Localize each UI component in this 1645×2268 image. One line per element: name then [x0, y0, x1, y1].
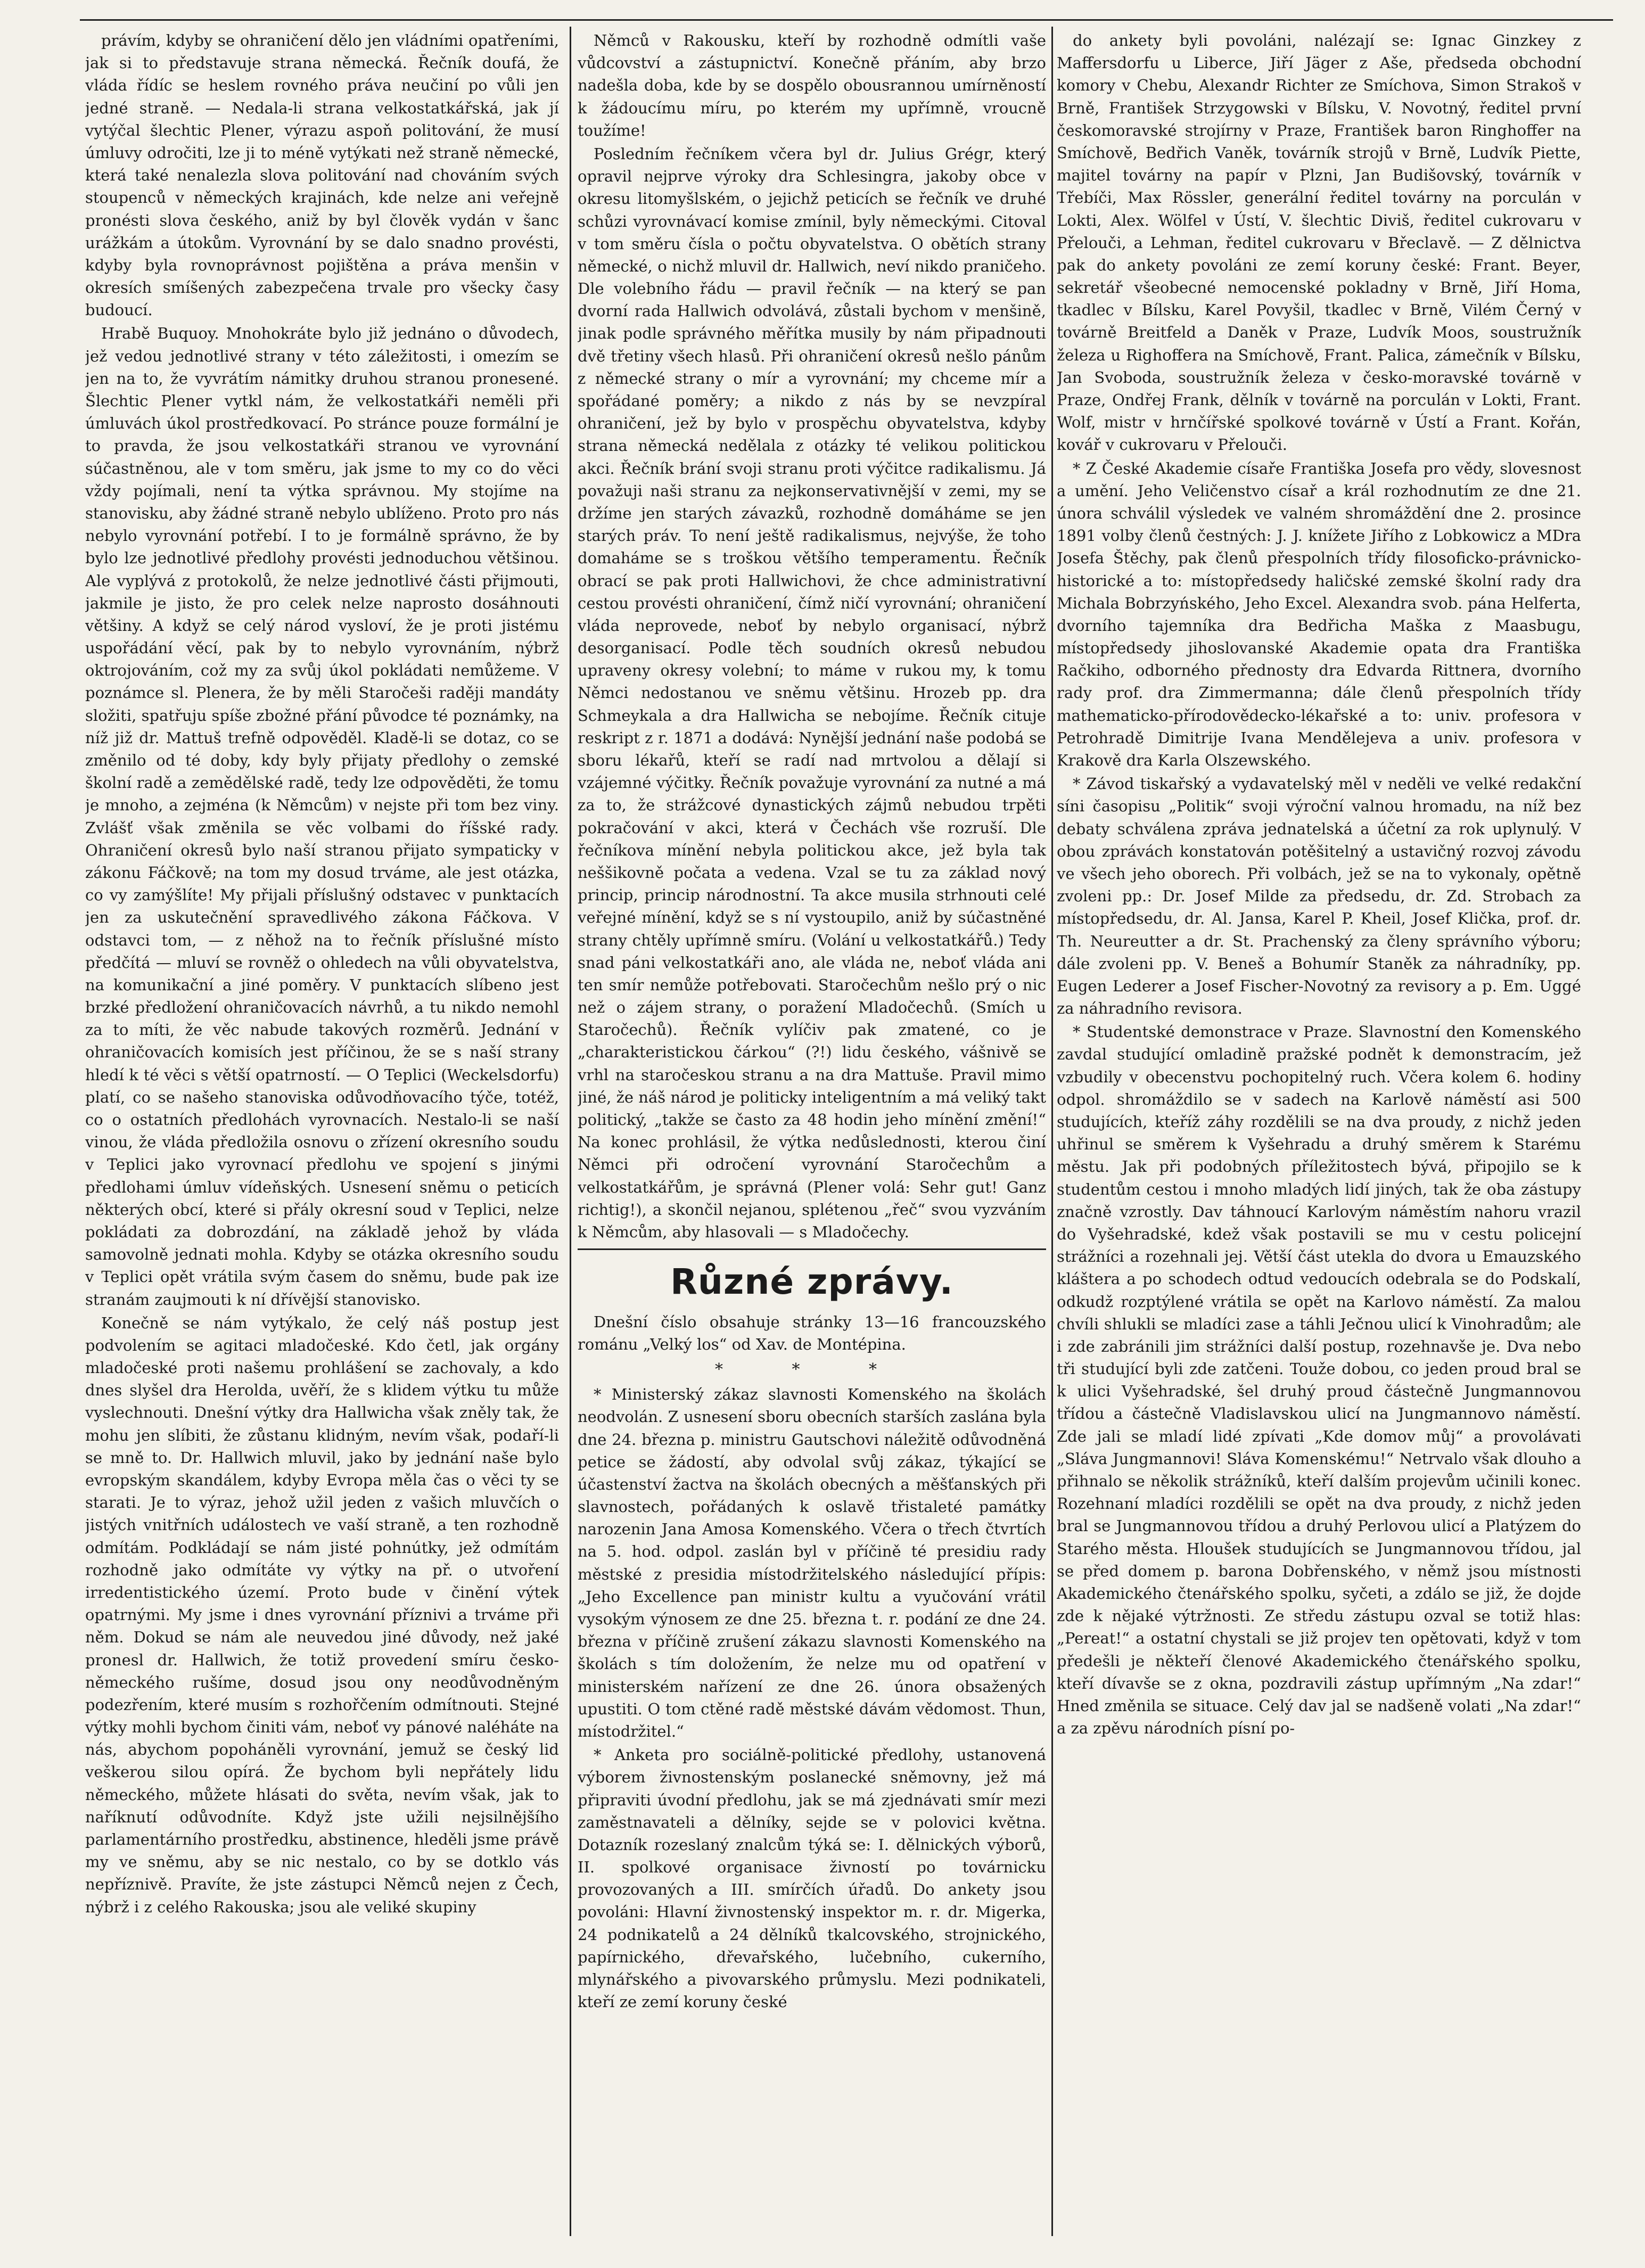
column-divider — [1051, 27, 1053, 2236]
paragraph: do ankety byli povoláni, nalézají se: Ignac Ginzkey z Maffersdorfu u Liberce, Jiří Jäger z Aše, předseda obchodní komory v Chebu, Alexandr Richter ze Smíchova, Simon Strakoš v Brně, František Strzygowski v Bílsku, V. Novotný, ředitel první českomoravské strojírny v Praze, František baron Ringhoffer na Smíchově, Bedřich Vaněk, továrník strojů v Brně, Ludvík Piette, majitel továrny na papír v Plzni, Jan Budišovský, továrník v Třebíči, Max Rössler, generální ředitel továrny na porculán v Lokti, Alex. Wölfel v Ústí, V. šlechtic Diviš, ředitel cukrovaru v Přelouči, a Lehman, ředitel cukrovaru v Břeclavě. — Z dělnictva pak do ankety povoláni ze zemí koruny české: Frant. Beyer, sekretář všeobecné nemocenské pokladny v Brně, Jiří Homa, tkadlec v Bílsku, Karel Povyšil, tkadlec v Brně, Vilém Černý v továrně Breitfeld a Daněk v Praze, Ludvík Moos, soustružník železa u Righoffera na Smíchově, Frant. Palica, zámečník v Bílsku, Jan Svoboda, soustružník železa v česko-moravské továrně v Praze, Ondřej Frank, dělník v továrně na porculán v Lokti, Frant. Wolf, mistr v hrnčířské spolkové továrně v Ústí a Frant. Kořán, kovář v cukrovaru v Přelouči. — [1057, 31, 1581, 454]
column-1 — [85, 29, 559, 2231]
paragraph: Posledním řečníkem včera byl dr. Julius Grégr, který opravil nejprve výroky dra Schlesingra, jakoby obce v okresu litomyšlském, o jejichž peticích se řečník ve druhé schůzi vyrovnávací komise zmínil, byly německými. Citoval v tom směru čísla o počtu obyvatelstva. O obětích strany německé, o nichž mluvil dr. Hallwich, neví nikdo praničeho. Dle volebního řádu — pravil řečník — na který se pan dvorní rada Hallwich odvolává, zůstali bychom v menšině, jinak podle správného měřítka musily by nám připadnouti dvě třetiny všech hlasů. Při ohraničení okresů nešlo pánům z německé strany o mír a vyrovnání; my chceme mír a spořádané poměry; a nikdo z nás by se nevzpíral ohraničení, jež by bylo v prospěchu obyvatelstva, kdyby strana německá nedělala z otázky té velikou politickou akci. Řečník brání svoji stranu proti výčitce radikalismu. Já považuji naši stranu za nejkonservativnější v zemi, my se držíme jen starých závazků, rozhodně domáháme se jen starých práv. To není ještě radikalismus, nejvýše, že toho domaháme se s troškou většího temperamentu. Řečník obrací se pak proti Hallwichovi, že chce administrativní cestou provésti ohraničení, čímž ničí vyrovnání; ohraničení vláda neprovede, neboť by nebylo organisací, nýbrž desorganisací. Podle těch soudních okresů nebudou upraveny okresy volební; to máme v rukou my, k tomu Němci nedostanou ve sněmu většinu. Hrozeb pp. dra Schmeykala a dra Hallwicha se nebojíme. Řečník cituje reskript z r. 1871 a dodává: Nynější jednání naše podobá se sboru lékařů, kteří se radí nad mrtvolou a dělají si vzájemné výčitky. Řečník považuje vyrovnání za nutné a má za to, že strážcové dynastických zájmů nebudou trpěti pokračování v akci, která v Čechách vše rozruší. Dle řečníkova mínění nebyla politickou akce, jež byla tak neššikovně počata a vedena. Vzal se tu za základ nový princip, princip národnostní. Ta akce musila strhnouti celé veřejné mínění, když se s ní vystoupilo, aniž by súčastněné strany chtěly upřímně smíru. (Volání u velkostatkářů.) Tedy snad páni velkostatkáři ano, ale vláda ne, neboť vláda ani ten smír nemůže potřebovati. Staročechům nešlo prý o nic než o zájem strany, o poražení Mladočechů. (Smích u Staročechů). Řečník vylíčiv pak zmatené, co je „charakteristickou čárkou“ (?!) lidu českého, vášnivě se vrhl na staročeskou stranu a na dra Mattuše. Pravil mimo jiné, že náš národ je politicky inteligentním a má veliký takt politický, „takže se často za 48 hodin jeho mínění změní!“ Na konec prohlásil, že výtka nedůslednosti, kterou činí Němci při odročení vyrovnání Staročechům a velkostatkářům, je správná (Plener volá: Sehr gut! Ganz richtig!), a skončil nejanou, splétenou „řeč“ svou vyzváním k Němcům, aby hlasovali — s Mladočechy. — [578, 144, 1046, 1241]
paragraph: Němců v Rakousku, kteří by rozhodně odmítli vaše vůdcovství a zástupnictví. Konečně přáním, aby brzo nadešla doba, kde by se dospělo obousrannou umírněností k žádoucímu míru, po kterém my upřímně, vroucně toužíme! — [578, 31, 1046, 139]
column-divider — [570, 27, 571, 2236]
news-item: * Anketa pro sociálně-politické předlohy, ustanovená výborem živnostenským poslanecké sněmovny, jež má připraviti úvodní předlohu, jak se má zjednávati smír mezi zaměstnavateli a dělníky, sejde se v polovici května. Dotazník rozeslaný znalcům týká se: I. dělnických výborů, II. spolkové organisace živností po továrnicku provozovaných a III. smírčích úřadů. Do ankety jsou povoláni: Hlavní živnostenský inspektor m. r. dr. Migerka, 24 podnikatelů a 24 dělníků tkalcovského, strojnického, papírnického, dřevařského, lučebního, cukerního, mlynářského a pivovarského průmyslu. Mezi podnikateli, kteří ze zemí koruny české — [578, 1746, 1046, 2011]
news-item: * Závod tiskařský a vydavatelský měl v neděli ve velké redakční síni časopisu „Politik“ svoji výroční valnou hromadu, na níž bez debaty schválena zpráva jednatelská a účetní za rok uplynulý. V obou zprávách konstatován potěšitelný a ustavičný rozvoj závodu ve všech jeho oborech. Při volbách, jež se na to vykonaly, opětně zvoleni pp.: Dr. Josef Milde za předsedu, dr. Zd. Strobach za místopředsedu, dr. Al. Jansa, Karel P. Kheil, Josef Klička, prof. dr. Th. Neureutter a dr. St. Prachenský za členy správního výboru; dále zvoleni pp. V. Beneš a Bohumír Staněk za náhradníky, pp. Eugen Lederer a Josef Fischer-Novotný za revisory a p. Em. Uggé za náhradního revisora. — [1057, 775, 1581, 1018]
paragraph: Dnešní číslo obsahuje stránky 13—16 francouzského románu „Velký los“ od Xav. de Montépina. — [578, 1313, 1046, 1354]
top-rule — [80, 19, 1613, 21]
news-item: * Ministerský zákaz slavnosti Komenského na školách neodvolán. Z usnesení sboru obecních starších zaslána byla dne 24. března p. ministru Gautschovi náležitě odůvodněná petice se žádostí, aby odvolal svůj zákaz, týkající se účastenství žactva na školách obecných a měšťanských při slavnostech, pořádaných k oslavě třistaleté památky narozenin Jana Amosa Komenského. Včera o třech čtvrtích na 5. hod. odpol. zaslán byl v příčině té presidiu rady městské z presidia místodržitelského následující přípis: „Jeho Excellence pan ministr kultu a vyučování vrátil vysokým výnosem ze dne 25. března t. r. podání ze dne 24. března v příčině zrušení zákazu slavnosti Komenského na školách s tím doložením, že nelze mu od opatření v ministerském nařízení ze dne 26. února obsažených upustiti. O tom ctěné radě městské dávám vědomost. Thun, místodržitel.“ — [578, 1385, 1046, 1740]
column-2 — [578, 29, 1046, 2231]
news-item: * Z České Akademie císaře Františka Josefa pro vědy, slovesnost a umění. Jeho Veličenstvo císař a král rozhodnutím ze dne 21. února schválil výsledek ve valném shromáždění dne 2. prosince 1891 volby členů čestných: J. J. knížete Jiřího z Lobkowicz a MDra Josefa Štěchy, pak členů přespolních třídy filosoficko-právnicko-historické a to: místopředsedy haličské zemské školní rady dra Michala Bobrzyńského, Jeho Excel. Alexandra svob. pána Helferta, dvorního tajemníka dra Bedřicha Maška z Maasbugu, místopředsedy jihoslovanské Akademie opata dra Františka Račkiho, odborného přednosty dra Edvarda Rittnera, dvorního rady prof. dra Zimmermanna; dále členů přespolních třídy mathematicko-přírodovědecko-lékařské a to: univ. profesora v Petrohradě Dimitrije Ivana Mendělejeva a univ. profesora v Krakově dra Karla Olszewského. — [1057, 459, 1581, 769]
paragraph: Konečně se nám vytýkalo, že celý náš postup jest podvolením se agitaci mladočeské. Kdo četl, jak orgány mladočeské proti našemu prohlášení se zachovaly, a kdo dnes slyšel dra Herolda, uvěří, že s klidem výtku tu může vyslechnouti. Dnešní výtky dra Hallwicha však zněly tak, že mohu jen slíbiti, že zůstanu klidným, nevím však, podaří-li se mně to. Dr. Hallwich mluvil, jako by jednání naše bylo evropským skandálem, kdyby Evropa měla čas o věci ty se starati. Je to výraz, jehož užil jeden z vašich mluvčích o jistých vnitřních událostech ve vaší straně, a ten rozhodně odmítám. Podkládají se nám jisté pohnútky, jež odmítám rozhodně jako odmítáte vy výtky na př. o utvoření irredentistického území. Proto bude v činění výtek opatrnými. My jsme i dnes vyrovnání příznivi a trváme při něm. Dokud se nám ale neuvedou jiné důvody, než jaké pronesl dr. Hallwich, že totiž provedení smíru česko-německého rušíme, dosud jsou ony neodůvodněným podezřením, které musím s rozhořčením odmítnouti. Stejné výtky mohli bychom činiti vám, neboť vy pánové naléháte na nás, abychom popoháněli vyrovnání, jemuž se český lid veškerou silou opírá. Že bychom byli nepřátely lidu německého, můžete hlásati do světa, nevím však, jak to naříknutí odůvodníte. Když jste užili nejsilnějšího parlamentárního prostředku, abstinence, hleděli jsme právě my ve sněmu, aby se nic nestalo, co by se dotklo vás nepříznivě. Pravíte, že jste zástupci Němců nejen z Čech, nýbrž i z celého Rakouska; jsou ale veliké skupiny — [85, 1313, 559, 1916]
news-item: * Studentské demonstrace v Praze. Slavnostní den Komenského zavdal studující omladině pražské podnět k demonstracím, jež vzbudily v obecenstvu pochopitelný ruch. Včera kolem 6. hodiny odpol. shromáždilo se v sadech na Karlově náměstí asi 500 studujících, kteříž záhy rozdělili se na dva proudy, z nichž jeden uhřinul se směrem k Vyšehradu a druhý směrem k Starému městu. Jak při podobných příležitostech bývá, připojilo se k studentům cestou i mnoho mladých lidí jiných, tak že oba zástupy značně vzrostly. Dav táhnoucí Karlovým náměstím nahoru vrazil do Vyšehradské, kdež však postavili se mu v cestu policejní strážníci a rozehnali jej. Větší část utekla do dvora u Emauzského kláštera a po schodech odtud vedoucích odebrala se do Podskalí, odkudž rozptýlené vrátila se opět na Karlovo náměstí. Za malou chvíli shlukli se mladíci zase a táhli Ječnou ulicí k Vinohradům; ale i zde zabránili jim strážníci další postup, rozehnavše je. Dva nebo tři studující byli zde zatčeni. Touže dobou, co jeden proud bral se k ulici Vyšehradské, šel druhý proud částečně Jungmannovou třídou a částečně Vladislavskou ulicí na Jungmannovo náměstí. Zde jali se mladí lidé zpívati „Kde domov můj“ a provolávati „Sláva Jungmannovi! Sláva Komenskému!“ Netrvalo však dlouho a přihnalo se několik strážníků, kteří dalším projevům učinili konec. Rozehnaní mladíci rozdělili se opět na dva proudy, z nichž jeden bral se Jungmannovou třídou a druhý Perlovou ulicí a Platýzem do Starého města. Hloušek studujících se Jungmannovou třídou, jal se před domem p. barona Dobřenského, v němž jsou místnosti Akademického čtenářského spolku, syčeti, a zdálo se již, že dojde zde k nějaké výtržnosti. Ze středu zástupu ozval se totiž hlas: „Pereat!“ a ostatní chystali se již projev ten opětovati, když v tom předešli je někteří členové Akademického čtenářského spolku, kteří dívavše se z okna, pozdravili zástup upřímným „Na zdar!“ Hned změnila se situace. Celý dav jal se nadšeně volati „Na zdar!“ a za zpěvu národních písní po- — [1057, 1023, 1581, 1738]
column-3 — [1057, 29, 1581, 2231]
asterism: * * * — [714, 1360, 909, 1379]
paragraph: Hrabě Buquoy. Mnohokráte bylo již jednáno o důvodech, jež vedou jednotlivé strany v této záležitosti, i omezím se jen na to, že vyvrátím námitky druhou stranou pronesené. Šlechtic Plener vytkl nám, že velkostatkáři neměli při úmluvách úkol prostředkovací. Po stránce pouze formální je to pravda, že jsou velkostatkáři stranou ve vyrovnání súčastněnou, ale v tom směru, jak jsme to my co do věci vždy pojímali, není ta výtka správnou. My stojíme na stanovisku, aby žádné straně nebylo ublíženo. Proto pro nás nebylo vyrovnání potřebí. I to je formálně správno, že by bylo lze jednotlivé předlohy provésti jednoduchou většinou. Ale vyplývá z protokolů, že nelze jednotlivé části přijmouti, jakmile je jisto, že pro celek nelze naprosto dosáhnouti většiny. A když se celý národ vysloví, že je proti jistému uspořádání věcí, pak by to nebylo vyrovnáním, nýbrž oktrojováním, což my za svůj úkol pokládati nemůžeme. V poznámce sl. Plenera, že by měli Staročeši raději mandáty složiti, spatřuju spíše zbožné přání původce té poznámky, na níž již dr. Mattuš trefně odpověděl. Kladě-li se dotaz, co se změnilo od té doby, kdy byly přijaty předlohy o zemské školní radě a zemědělské radě, tedy lze odpověděti, že tomu je mnoho, a zejména (k Němcům) v nejste při tom bez viny. Zvlášť však změnila se věc volbami do říšské rady. Ohraničení okresů bylo naší stranou přijato sympaticky v zákonu Fáčkově; na tom my dosud trváme, ale jest otázka, co vy zamýšlíte! My přijali příslušný odstavec v punktacích jen za uskutečnění spravedlivého zákona Fáčkova. V odstavci tom, — z něhož na to řečník příslušné místo předčítá — mluví se rovněž o ohledech na vůli obyvatelstva, na komunikační a jiné poměry. V punktacích slíbeno jest brzké předložení ohraničovacích návrhů, a tu nikdo nemohl za to míti, že věc nabude takových rozměrů. Jednání v ohraničovacích komisích jest příčinou, že se s naší strany hledí k té věci s větší opatrností. — O Teplici (Weckelsdorfu) platí, co se našeho stanoviska odůvodňovacího týče, totéž, co o ostatních předlohách vyrovnacích. Nestalo-li se naší vinou, že vláda předložila osnovu o zřízení okresního soudu v Teplici jako vyrovnací předlohu ve spojení s jinými předlohami úmluv vídeňských. Usnesení sněmu o peticích některých obcí, které si přály okresní soud v Teplici, nelze pokládati za dobrozdání, na základě jehož by vláda samovolně jednati mohla. Kdyby se otázka okresního soudu v Teplici opět vrátila svým časem do sněmu, bude pak ize stranám zaujmouti k ní dřívější stanovisko. — [85, 324, 559, 1309]
section-rule — [578, 1248, 1046, 1250]
section-heading: Různé zprávy. — [670, 1261, 953, 1303]
paragraph: právím, kdyby se ohraničení dělo jen vládními opatřeními, jak si to představuje strana německá. Řečník doufá, že vláda řídíc se heslem rovného práva neučiní po vůli jen jedné straně. — Nedala-li strana velkostatkářská, jak jí vytýčal šlechtic Plener, výrazu aspoň politování, že musí úmluvy odročiti, lze ji to méně vytýkati než straně německé, která také nenalezla slova politování nad chováním svých stoupenců v německých krajinách, kde nelze ani veřejně pronésti slova českého, aniž by byl člověk vydán v šanc urážkám a útokům. Vyrovnání by se dalo snadno provésti, kdyby byla rovnoprávnost pojištěna a práva menšin v okresích smíšených zabezpečena trvale pro všecky časy budoucí. — [85, 31, 559, 319]
